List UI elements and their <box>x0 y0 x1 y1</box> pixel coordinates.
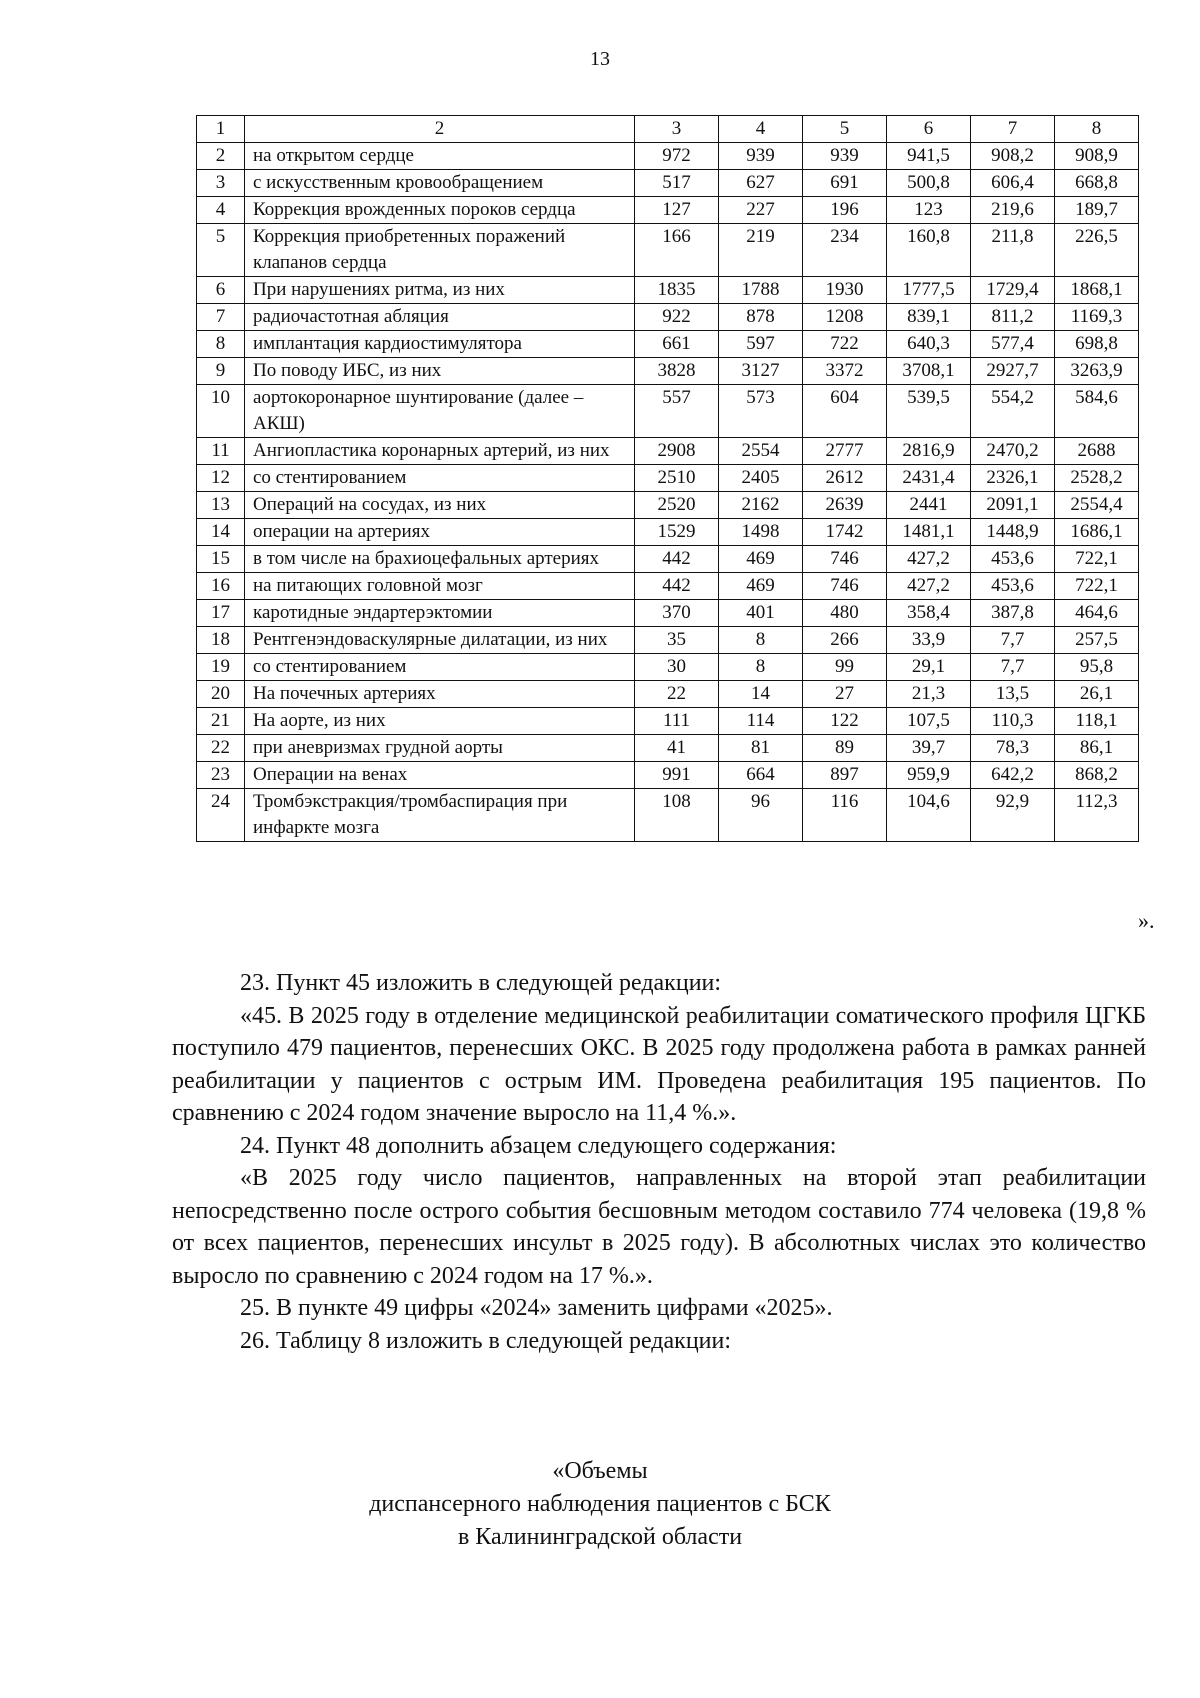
column-number-cell: 1 <box>197 116 245 143</box>
row-number-cell: 17 <box>197 600 245 627</box>
row-number-cell: 19 <box>197 654 245 681</box>
row-label-cell: При нарушениях ритма, из них <box>245 277 635 304</box>
value-cell: 7,7 <box>971 654 1055 681</box>
value-cell: 691 <box>803 170 887 197</box>
row-number-cell: 8 <box>197 331 245 358</box>
row-label-cell: На аорте, из них <box>245 708 635 735</box>
value-cell: 908,2 <box>971 143 1055 170</box>
table-row <box>197 143 1139 170</box>
value-cell: 2520 <box>635 492 719 519</box>
value-cell: 480 <box>803 600 887 627</box>
value-cell: 746 <box>803 573 887 600</box>
value-cell: 597 <box>719 331 803 358</box>
value-cell: 1481,1 <box>887 519 971 546</box>
value-cell: 358,4 <box>887 600 971 627</box>
paragraph-item-48-text: «В 2025 году число пациентов, направленных на второй этап реабилитации непосредственно после острого события бесшовным методом составило 774 человека (19,8 % от всех пациентов, перенесших инсульт в 2025 году). В абсолютных числах это количество выросло по сравнению с 2024 годом на 17 %.». <box>172 1165 1146 1289</box>
value-cell: 122 <box>803 708 887 735</box>
value-cell: 604 <box>803 385 887 438</box>
value-cell: 2639 <box>803 492 887 519</box>
table-row <box>197 600 1139 627</box>
row-label-cell: аортокоронарное шунтирование (далее – АКШ) <box>245 385 635 438</box>
paragraph-item-23: 23. Пункт 45 изложить в следующей редакции: <box>240 970 722 996</box>
value-cell: 661 <box>635 331 719 358</box>
value-cell: 1777,5 <box>887 277 971 304</box>
value-cell: 2510 <box>635 465 719 492</box>
value-cell: 1498 <box>719 519 803 546</box>
value-cell: 469 <box>719 573 803 600</box>
table-row <box>197 654 1139 681</box>
row-label-cell: Коррекция врожденных пороков сердца <box>245 197 635 224</box>
value-cell: 116 <box>803 789 887 842</box>
value-cell: 427,2 <box>887 546 971 573</box>
value-cell: 1788 <box>719 277 803 304</box>
value-cell: 2441 <box>887 492 971 519</box>
value-cell: 2777 <box>803 438 887 465</box>
value-cell: 99 <box>803 654 887 681</box>
value-cell: 868,2 <box>1055 762 1139 789</box>
column-number-cell: 8 <box>1055 116 1139 143</box>
title-line: в Калининградской области <box>457 1524 743 1550</box>
value-cell: 92,9 <box>971 789 1055 842</box>
value-cell: 3708,1 <box>887 358 971 385</box>
title-line: диспансерного наблюдения пациентов с БСК <box>369 1491 831 1517</box>
value-cell: 219 <box>719 224 803 277</box>
column-number-cell: 5 <box>803 116 887 143</box>
column-number-cell: 4 <box>719 116 803 143</box>
row-label-cell: на питающих головной мозг <box>245 573 635 600</box>
value-cell: 442 <box>635 573 719 600</box>
value-cell: 908,9 <box>1055 143 1139 170</box>
value-cell: 8 <box>719 654 803 681</box>
row-number-cell: 15 <box>197 546 245 573</box>
surgery-statistics-table <box>196 115 1139 842</box>
value-cell: 554,2 <box>971 385 1055 438</box>
row-label-cell: По поводу ИБС, из них <box>245 358 635 385</box>
value-cell: 1169,3 <box>1055 304 1139 331</box>
table-closing-quote: ». <box>1138 908 1155 933</box>
value-cell: 401 <box>719 600 803 627</box>
value-cell: 2612 <box>803 465 887 492</box>
table-row <box>197 546 1139 573</box>
value-cell: 606,4 <box>971 170 1055 197</box>
row-number-cell: 11 <box>197 438 245 465</box>
row-label-cell: на открытом сердце <box>245 143 635 170</box>
value-cell: 972 <box>635 143 719 170</box>
value-cell: 7,7 <box>971 627 1055 654</box>
column-number-cell: 6 <box>887 116 971 143</box>
value-cell: 107,5 <box>887 708 971 735</box>
row-number-cell: 10 <box>197 385 245 438</box>
value-cell: 35 <box>635 627 719 654</box>
table-header-row <box>197 116 1139 143</box>
value-cell: 1868,1 <box>1055 277 1139 304</box>
row-label-cell: Операции на венах <box>245 762 635 789</box>
value-cell: 13,5 <box>971 681 1055 708</box>
value-cell: 89 <box>803 735 887 762</box>
row-label-cell: при аневризмах грудной аорты <box>245 735 635 762</box>
table-8-title <box>0 1455 1200 1554</box>
table-row <box>197 385 1139 438</box>
table-row <box>197 465 1139 492</box>
row-label-cell: в том числе на брахиоцефальных артериях <box>245 546 635 573</box>
paragraph-item-26: 26. Таблицу 8 изложить в следующей редакции: <box>240 1327 732 1354</box>
value-cell: 95,8 <box>1055 654 1139 681</box>
value-cell: 722,1 <box>1055 546 1139 573</box>
value-cell: 627 <box>719 170 803 197</box>
table-row <box>197 438 1139 465</box>
row-label-cell: Рентгенэндоваскулярные дилатации, из них <box>245 627 635 654</box>
column-number-cell: 7 <box>971 116 1055 143</box>
value-cell: 573 <box>719 385 803 438</box>
row-label-cell: со стентированием <box>245 465 635 492</box>
row-number-cell: 7 <box>197 304 245 331</box>
value-cell: 39,7 <box>887 735 971 762</box>
value-cell: 166 <box>635 224 719 277</box>
value-cell: 118,1 <box>1055 708 1139 735</box>
row-number-cell: 23 <box>197 762 245 789</box>
value-cell: 427,2 <box>887 573 971 600</box>
value-cell: 3372 <box>803 358 887 385</box>
value-cell: 453,6 <box>971 546 1055 573</box>
value-cell: 878 <box>719 304 803 331</box>
value-cell: 939 <box>719 143 803 170</box>
row-label-cell: Операций на сосудах, из них <box>245 492 635 519</box>
value-cell: 21,3 <box>887 681 971 708</box>
value-cell: 500,8 <box>887 170 971 197</box>
value-cell: 811,2 <box>971 304 1055 331</box>
value-cell: 2470,2 <box>971 438 1055 465</box>
table-row <box>197 492 1139 519</box>
value-cell: 33,9 <box>887 627 971 654</box>
value-cell: 3127 <box>719 358 803 385</box>
value-cell: 577,4 <box>971 331 1055 358</box>
row-number-cell: 4 <box>197 197 245 224</box>
row-label-cell: с искусственным кровообращением <box>245 170 635 197</box>
row-label-cell: радиочастотная абляция <box>245 304 635 331</box>
value-cell: 698,8 <box>1055 331 1139 358</box>
value-cell: 839,1 <box>887 304 971 331</box>
value-cell: 2162 <box>719 492 803 519</box>
body-text <box>172 967 1146 1357</box>
value-cell: 81 <box>719 735 803 762</box>
row-label-cell: каротидные эндартерэктомии <box>245 600 635 627</box>
value-cell: 219,6 <box>971 197 1055 224</box>
value-cell: 2554,4 <box>1055 492 1139 519</box>
row-number-cell: 5 <box>197 224 245 277</box>
value-cell: 3828 <box>635 358 719 385</box>
value-cell: 2091,1 <box>971 492 1055 519</box>
value-cell: 941,5 <box>887 143 971 170</box>
value-cell: 387,8 <box>971 600 1055 627</box>
column-number-cell: 3 <box>635 116 719 143</box>
value-cell: 111 <box>635 708 719 735</box>
value-cell: 668,8 <box>1055 170 1139 197</box>
row-label-cell: Ангиопластика коронарных артерий, из них <box>245 438 635 465</box>
table-row <box>197 708 1139 735</box>
row-number-cell: 18 <box>197 627 245 654</box>
table-row <box>197 224 1139 277</box>
title-line: «Объемы <box>552 1458 648 1484</box>
value-cell: 1686,1 <box>1055 519 1139 546</box>
row-number-cell: 12 <box>197 465 245 492</box>
value-cell: 2554 <box>719 438 803 465</box>
value-cell: 211,8 <box>971 224 1055 277</box>
value-cell: 640,3 <box>887 331 971 358</box>
value-cell: 464,6 <box>1055 600 1139 627</box>
value-cell: 160,8 <box>887 224 971 277</box>
paragraph-item-25: 25. В пункте 49 цифры «2024» заменить цифрами «2025». <box>240 1295 833 1321</box>
value-cell: 123 <box>887 197 971 224</box>
value-cell: 266 <box>803 627 887 654</box>
value-cell: 453,6 <box>971 573 1055 600</box>
value-cell: 2927,7 <box>971 358 1055 385</box>
row-label-cell: Коррекция приобретенных поражений клапанов сердца <box>245 224 635 277</box>
value-cell: 746 <box>803 546 887 573</box>
table-row <box>197 573 1139 600</box>
table-row <box>197 519 1139 546</box>
value-cell: 722,1 <box>1055 573 1139 600</box>
value-cell: 196 <box>803 197 887 224</box>
value-cell: 112,3 <box>1055 789 1139 842</box>
value-cell: 1729,4 <box>971 277 1055 304</box>
row-number-cell: 14 <box>197 519 245 546</box>
value-cell: 86,1 <box>1055 735 1139 762</box>
value-cell: 2431,4 <box>887 465 971 492</box>
value-cell: 127 <box>635 197 719 224</box>
row-number-cell: 20 <box>197 681 245 708</box>
value-cell: 2688 <box>1055 438 1139 465</box>
row-label-cell: операции на артериях <box>245 519 635 546</box>
table-row <box>197 627 1139 654</box>
value-cell: 1742 <box>803 519 887 546</box>
value-cell: 234 <box>803 224 887 277</box>
value-cell: 939 <box>803 143 887 170</box>
row-number-cell: 13 <box>197 492 245 519</box>
value-cell: 27 <box>803 681 887 708</box>
value-cell: 14 <box>719 681 803 708</box>
value-cell: 1529 <box>635 519 719 546</box>
value-cell: 110,3 <box>971 708 1055 735</box>
value-cell: 189,7 <box>1055 197 1139 224</box>
value-cell: 584,6 <box>1055 385 1139 438</box>
value-cell: 78,3 <box>971 735 1055 762</box>
value-cell: 22 <box>635 681 719 708</box>
row-number-cell: 6 <box>197 277 245 304</box>
value-cell: 959,9 <box>887 762 971 789</box>
value-cell: 517 <box>635 170 719 197</box>
value-cell: 29,1 <box>887 654 971 681</box>
value-cell: 2326,1 <box>971 465 1055 492</box>
value-cell: 642,2 <box>971 762 1055 789</box>
table-row <box>197 358 1139 385</box>
value-cell: 1448,9 <box>971 519 1055 546</box>
row-label-cell: имплантация кардиостимулятора <box>245 331 635 358</box>
value-cell: 96 <box>719 789 803 842</box>
value-cell: 8 <box>719 627 803 654</box>
page-number: 13 <box>590 48 610 70</box>
row-number-cell: 9 <box>197 358 245 385</box>
row-label-cell: со стентированием <box>245 654 635 681</box>
value-cell: 1208 <box>803 304 887 331</box>
table-row <box>197 735 1139 762</box>
value-cell: 2528,2 <box>1055 465 1139 492</box>
value-cell: 469 <box>719 546 803 573</box>
table-row <box>197 197 1139 224</box>
value-cell: 2816,9 <box>887 438 971 465</box>
table-row <box>197 277 1139 304</box>
row-label-cell: Тромбэкстракция/тромбаспирация при инфаркте мозга <box>245 789 635 842</box>
value-cell: 2908 <box>635 438 719 465</box>
row-label-cell: На почечных артериях <box>245 681 635 708</box>
value-cell: 114 <box>719 708 803 735</box>
table-row <box>197 762 1139 789</box>
value-cell: 897 <box>803 762 887 789</box>
value-cell: 370 <box>635 600 719 627</box>
row-number-cell: 2 <box>197 143 245 170</box>
row-number-cell: 22 <box>197 735 245 762</box>
table-row <box>197 170 1139 197</box>
value-cell: 257,5 <box>1055 627 1139 654</box>
row-number-cell: 21 <box>197 708 245 735</box>
table-row <box>197 331 1139 358</box>
table-row <box>197 789 1139 842</box>
value-cell: 442 <box>635 546 719 573</box>
value-cell: 557 <box>635 385 719 438</box>
value-cell: 26,1 <box>1055 681 1139 708</box>
row-number-cell: 16 <box>197 573 245 600</box>
value-cell: 1930 <box>803 277 887 304</box>
paragraph-item-45-text: «45. В 2025 году в отделение медицинской реабилитации соматического профиля ЦГКБ поступило 479 пациентов, перенесших ОКС. В 2025 году продолжена работа в рамках ранней реабилитации у пациентов с острым ИМ. Проведена реабилитация 195 пациентов. По сравнению с 2024 годом значение выросло на 11,4 %.». <box>172 1002 1146 1126</box>
value-cell: 2405 <box>719 465 803 492</box>
value-cell: 722 <box>803 331 887 358</box>
value-cell: 226,5 <box>1055 224 1139 277</box>
paragraph-item-24: 24. Пункт 48 дополнить абзацем следующего содержания: <box>240 1132 837 1159</box>
table-row <box>197 304 1139 331</box>
value-cell: 539,5 <box>887 385 971 438</box>
row-number-cell: 3 <box>197 170 245 197</box>
column-number-cell: 2 <box>245 116 635 143</box>
value-cell: 227 <box>719 197 803 224</box>
value-cell: 3263,9 <box>1055 358 1139 385</box>
value-cell: 922 <box>635 304 719 331</box>
row-number-cell: 24 <box>197 789 245 842</box>
value-cell: 991 <box>635 762 719 789</box>
table-row <box>197 681 1139 708</box>
value-cell: 30 <box>635 654 719 681</box>
value-cell: 1835 <box>635 277 719 304</box>
value-cell: 664 <box>719 762 803 789</box>
value-cell: 108 <box>635 789 719 842</box>
value-cell: 41 <box>635 735 719 762</box>
value-cell: 104,6 <box>887 789 971 842</box>
